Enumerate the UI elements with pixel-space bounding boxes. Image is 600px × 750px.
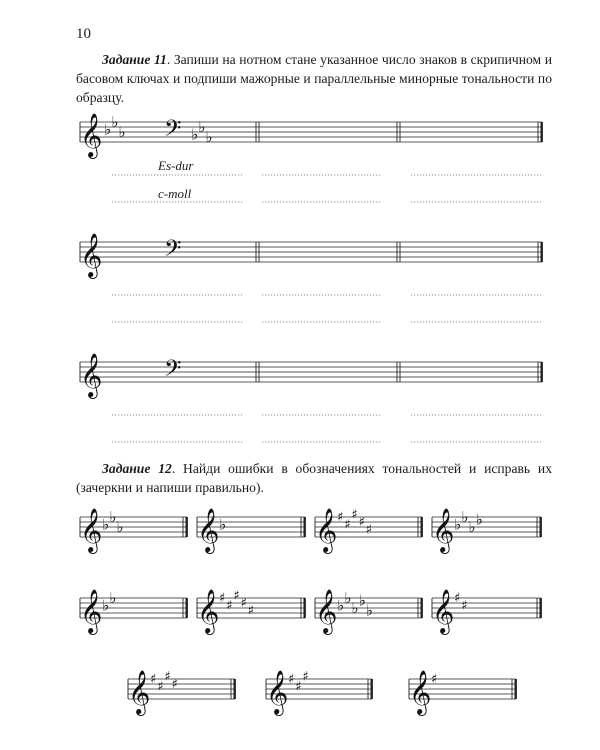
- final-barline: [541, 122, 543, 142]
- flat-icon: ♭: [198, 118, 206, 136]
- staff-task11-row-3: [80, 362, 542, 382]
- treble-clef-icon: 𝄞: [80, 508, 103, 552]
- treble-clef-icon: 𝄞: [315, 508, 338, 552]
- final-barline: [234, 679, 236, 699]
- task-12-text: . Найди ошибки в обозначениях тональностей и исправь их (зачеркни и напиши правильно).: [76, 461, 552, 495]
- treble-clef-icon: 𝄞: [432, 589, 455, 633]
- sharp-icon: ♯: [461, 598, 468, 614]
- sharp-icon: ♯: [288, 672, 295, 687]
- flat-icon: ♭: [102, 515, 110, 534]
- flat-icon: ♭: [475, 510, 483, 529]
- flat-icon: ♭: [191, 125, 199, 144]
- flat-icon: ♭: [118, 123, 126, 141]
- final-barline: [304, 517, 306, 537]
- sharp-icon: ♯: [240, 596, 247, 611]
- flat-icon: ♭: [365, 601, 373, 620]
- staff-task11-row-2: [80, 242, 542, 262]
- treble-clef-icon: 𝄞: [80, 589, 103, 633]
- sharp-icon: ♯: [150, 672, 157, 687]
- final-barline: [540, 598, 542, 618]
- task-12-label: Задание 12: [102, 461, 172, 476]
- final-barline: [541, 242, 543, 262]
- treble-clef-icon: 𝄞: [80, 353, 103, 397]
- flat-icon: ♭: [109, 508, 117, 526]
- task-11-text: . Запиши на нотном стане указанное число знаков в скрипичном и басовом ключах и подпиши мажорные и параллельные минорные тональности по образцу.: [76, 52, 552, 105]
- sharp-icon: ♯: [358, 515, 365, 530]
- flat-icon: ♭: [104, 120, 112, 139]
- sharp-icon: ♯: [247, 603, 255, 619]
- flat-icon: ♭: [205, 128, 213, 146]
- flat-icon: ♭: [358, 591, 366, 610]
- sharp-icon: ♯: [344, 517, 351, 533]
- treble-clef-icon: 𝄞: [197, 589, 220, 633]
- treble-clef-icon: 𝄞: [432, 508, 455, 552]
- final-barline: [371, 679, 373, 699]
- sharp-icon: ♯: [454, 591, 461, 606]
- bass-clef-icon: 𝄢: [164, 356, 182, 387]
- flat-icon: ♭: [454, 515, 462, 534]
- sharp-icon: ♯: [219, 591, 226, 606]
- sharp-icon: ♯: [157, 679, 164, 695]
- final-barline: [515, 679, 517, 699]
- sharp-icon: ♯: [295, 679, 302, 695]
- flat-icon: ♭: [344, 589, 352, 607]
- final-barline: [421, 598, 423, 618]
- flat-icon: ♭: [109, 589, 117, 607]
- final-barline: [304, 598, 306, 618]
- treble-clef-icon: 𝄞: [80, 233, 103, 277]
- flat-icon: ♭: [102, 596, 110, 615]
- task-11-label: Задание 11: [102, 52, 167, 67]
- flat-icon: ♭: [111, 113, 119, 131]
- bass-clef-icon: 𝄢: [164, 116, 182, 147]
- flat-icon: ♭: [461, 508, 469, 526]
- final-barline: [540, 517, 542, 537]
- flat-icon: ♭: [468, 518, 476, 536]
- treble-clef-icon: 𝄞: [266, 670, 289, 714]
- treble-clef-icon: 𝄞: [197, 508, 220, 552]
- final-barline: [186, 517, 188, 537]
- sharp-icon: ♯: [233, 588, 240, 604]
- sample-minor-key: c-moll: [158, 186, 192, 201]
- treble-clef-icon: 𝄞: [409, 670, 432, 714]
- flat-icon: ♭: [351, 599, 359, 617]
- flat-icon: ♭: [116, 518, 124, 536]
- sharp-icon: ♯: [431, 672, 438, 687]
- sample-major-key: Es-dur: [158, 158, 194, 173]
- sharp-icon: ♯: [171, 677, 178, 692]
- final-barline: [541, 362, 543, 382]
- final-barline: [421, 517, 423, 537]
- treble-clef-icon: 𝄞: [80, 113, 103, 157]
- sharp-icon: ♯: [302, 669, 309, 685]
- sharp-icon: ♯: [337, 510, 344, 525]
- staff-task11-row-1: [80, 122, 542, 142]
- flat-icon: ♭: [337, 596, 345, 615]
- page-number: 10: [76, 26, 91, 42]
- treble-clef-icon: 𝄞: [128, 670, 151, 714]
- sharp-icon: ♯: [351, 507, 358, 523]
- sharp-icon: ♯: [164, 669, 171, 685]
- task-12-instruction: [76, 459, 552, 497]
- final-barline: [186, 598, 188, 618]
- sharp-icon: ♯: [226, 598, 233, 614]
- bass-clef-icon: 𝄢: [164, 236, 182, 267]
- flat-icon: ♭: [219, 515, 227, 534]
- sharp-icon: ♯: [365, 522, 373, 538]
- treble-clef-icon: 𝄞: [315, 589, 338, 633]
